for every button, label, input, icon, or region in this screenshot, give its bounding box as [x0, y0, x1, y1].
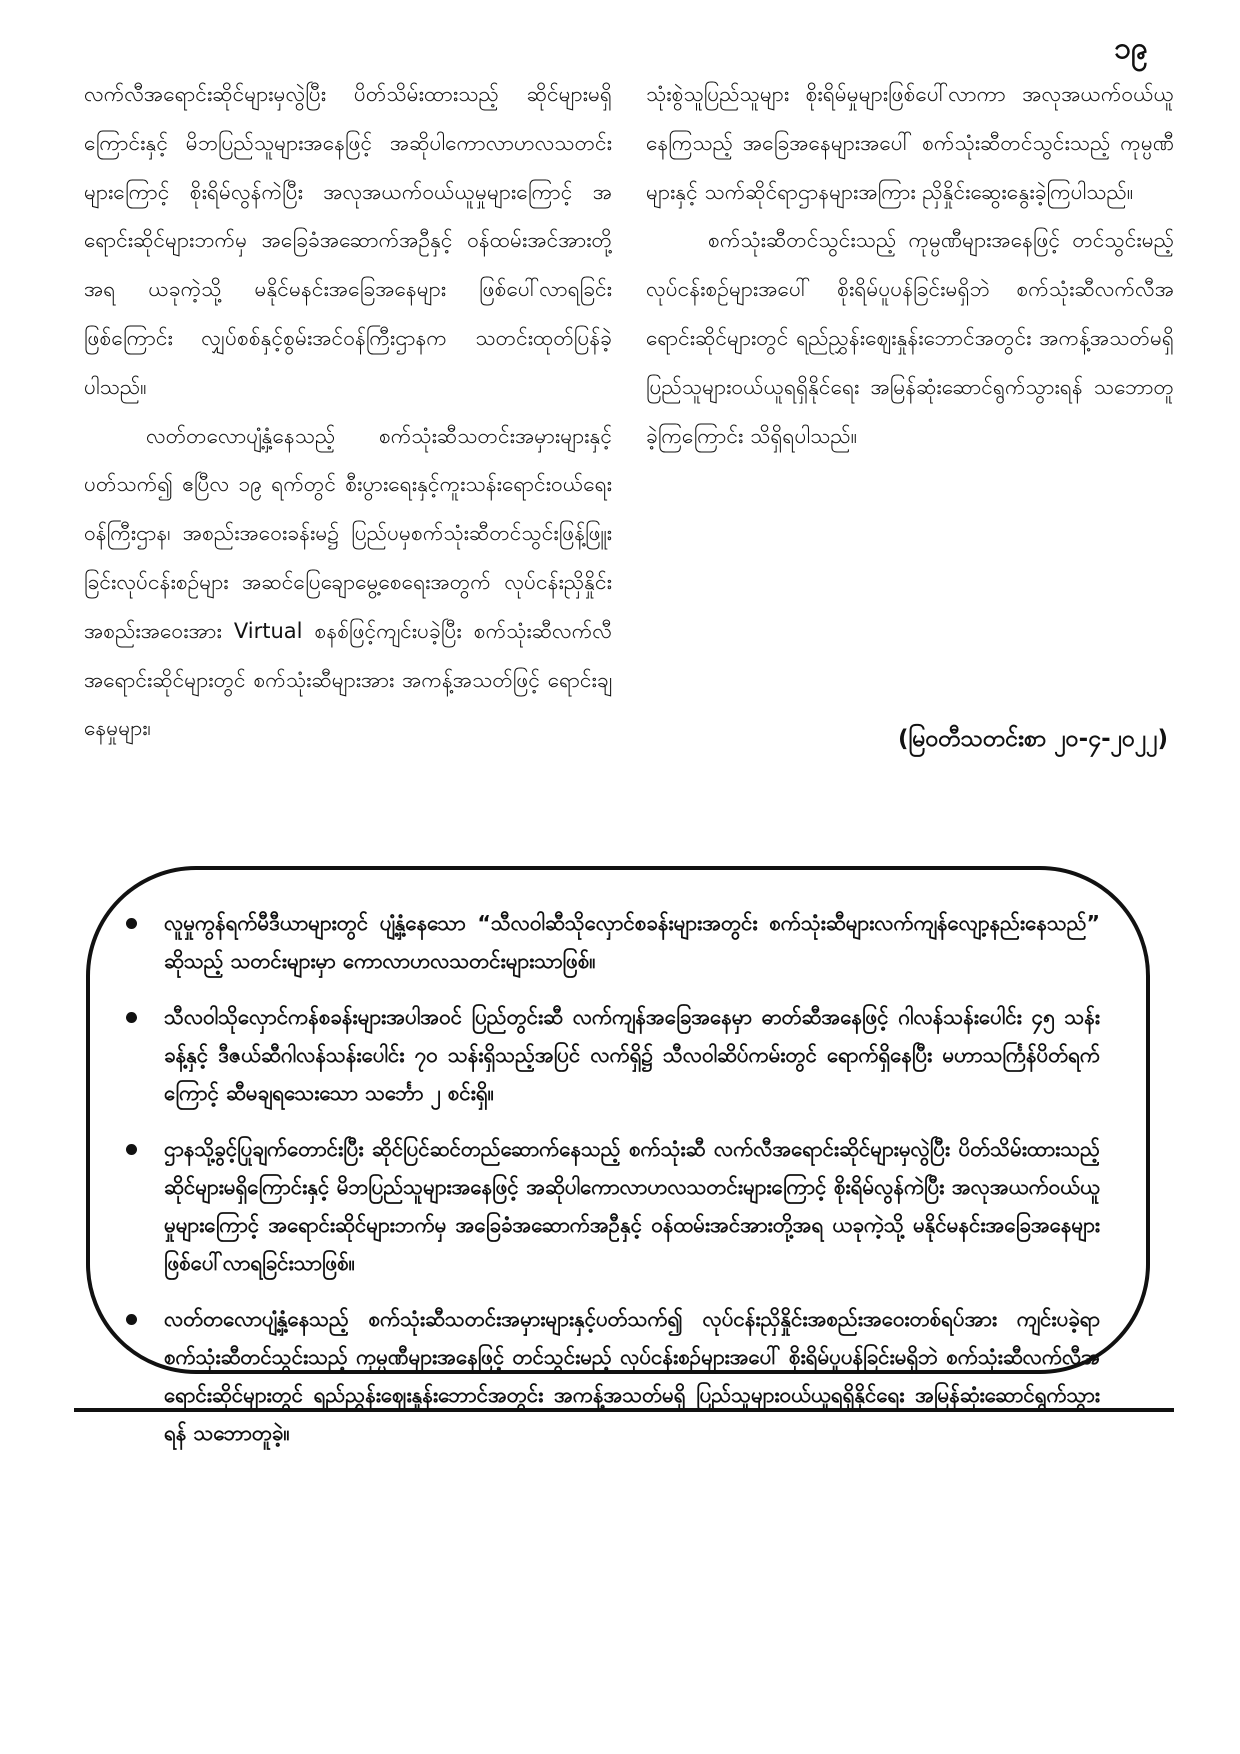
bullet-icon	[126, 918, 137, 929]
summary-box	[86, 866, 1150, 1445]
summary-item	[126, 904, 1100, 980]
right-paragraph-2: စက်သုံးဆီတင်သွင်းသည့် ကုမ္ပဏီများအနေဖြင့် တင်သွင်းမည့် လုပ်ငန်းစဉ်များအပေါ် စိုးရိမ်ပူပန်ခြင်းမရှိဘဲ စက်သုံးဆီလက်လီအရောင်းဆိုင်များတွင် ရည်ညွှန်းဈေးနှုန်းဘောင်အတွင်း အကန့်အသတ်မရှိ ပြည်သူများဝယ်ယူရရှိနိုင်ရေး အမြန်ဆုံးဆောင်ရွက်သွားရန် သဘောတူခဲ့ကြကြောင်း သိရှိရပါသည်။	[646, 228, 1174, 448]
summary-text: သီလဝါသိုလှောင်ကန်စခန်းများအပါအဝင် ပြည်တွင်းဆီ လက်ကျန်အခြေအနေမှာ ဓာတ်ဆီအနေဖြင့် ဂါလန်သန်းပေါင်း ၄၅ သန်းခန့်နှင့် ဒီဇယ်ဆီဂါလန်သန်းပေါင်း ၇၀ သန်းရှိသည့်အပြင် လက်ရှိ၌ သီလဝါဆိပ်ကမ်းတွင် ရောက်ရှိနေပြီး မဟာသင်္ကြန်ပိတ်ရက်ကြောင့် ဆီမချရသေးသော သင်္ဘော ၂ စင်းရှိ။	[164, 1005, 1100, 1105]
article-columns	[84, 70, 1174, 790]
source-citation: (မြဝတီသတင်းစာ ၂၀-၄-၂၀၂၂)	[897, 726, 1168, 752]
summary-item	[126, 1300, 1100, 1452]
summary-text: လတ်တလောပျံ့နှံ့နေသည့် စက်သုံးဆီသတင်းအမှားများနှင့်ပတ်သက်၍ လုပ်ငန်းညှိနှိုင်းအစည်းအဝေးတစ်ရပ်အား ကျင်းပခဲ့ရာ စက်သုံးဆီတင်သွင်းသည့် ကုမ္ပဏီများအနေဖြင့် တင်သွင်းမည့် လုပ်ငန်းစဉ်များအပေါ် စိုးရိမ်ပူပန်ခြင်းမရှိဘဲ စက်သုံးဆီလက်လီအရောင်းဆိုင်များတွင် ရည်ညွှန်းဈေးနှုန်းဘောင်အတွင်း အကန့်အသတ်မရှိ ပြည်သူများဝယ်ယူရရှိနိုင်ရေး အမြန်ဆုံးဆောင်ရွက်သွားရန် သဘောတူခဲ့။	[164, 1307, 1100, 1445]
right-column	[646, 70, 1174, 790]
bottom-divider	[74, 1408, 1174, 1412]
bullet-icon	[126, 1144, 137, 1155]
bullet-icon	[126, 1012, 137, 1023]
page-number: ၁၉	[1114, 31, 1148, 66]
right-paragraph-1: သုံးစွဲသူပြည်သူများ စိုးရိမ်မှုများဖြစ်ပေါ်လာကာ အလုအယက်ဝယ်ယူနေကြသည့် အခြေအနေများအပေါ် စက်သုံးဆီတင်သွင်းသည့် ကုမ္ပဏီများနှင့် သက်ဆိုင်ရာဌာနများအကြား ညှိနှိုင်းဆွေးနွေးခဲ့ကြပါသည်။	[646, 82, 1174, 204]
bullet-icon	[126, 1314, 137, 1325]
summary-item	[126, 998, 1100, 1112]
left-column	[84, 70, 612, 790]
summary-item	[126, 1130, 1100, 1282]
summary-text: ဌာနသို့ခွင့်ပြုချက်တောင်းပြီး ဆိုင်ပြင်ဆင်တည်ဆောက်နေသည့် စက်သုံးဆီ လက်လီအရောင်းဆိုင်များမှလွဲပြီး ပိတ်သိမ်းထားသည့် ဆိုင်များမရှိကြောင်းနှင့် မိဘပြည်သူများအနေဖြင့် အဆိုပါကောလာဟလသတင်းများကြောင့် စိုးရိမ်လွန်ကဲပြီး အလုအယက်ဝယ်ယူမှုများကြောင့် အရောင်းဆိုင်များဘက်မှ အခြေခံအဆောက်အဦနှင့် ဝန်ထမ်းအင်အားတို့အရ ယခုကဲ့သို့ မနိုင်မနင်းအခြေအနေများ ဖြစ်ပေါ်လာရခြင်းသာဖြစ်။	[164, 1137, 1100, 1275]
left-paragraph-1: လက်လီအရောင်းဆိုင်များမှလွဲပြီး ပိတ်သိမ်းထားသည့် ဆိုင်များမရှိကြောင်းနှင့် မိဘပြည်သူများအနေဖြင့် အဆိုပါကောလာဟလသတင်းများကြောင့် စိုးရိမ်လွန်ကဲပြီး အလုအယက်ဝယ်ယူမှုများကြောင့် အရောင်းဆိုင်များဘက်မှ အခြေခံအဆောက်အဦနှင့် ဝန်ထမ်းအင်အားတို့အရ ယခုကဲ့သို့ မနိုင်မနင်းအခြေအနေများ ဖြစ်ပေါ်လာရခြင်းဖြစ်ကြောင်း လျှပ်စစ်နှင့်စွမ်းအင်ဝန်ကြီးဌာနက သတင်းထုတ်ပြန်ခဲ့ပါသည်။	[84, 82, 612, 399]
summary-text: လူမှုကွန်ရက်မီဒီယာများတွင် ပျံ့နှံ့နေသော “သီလဝါဆီသိုလှောင်စခန်းများအတွင်း စက်သုံးဆီများလက်ကျန်လျော့နည်းနေသည်” ဆိုသည့် သတင်းများမှာ ကောလာဟလသတင်းများသာဖြစ်။	[164, 911, 1100, 973]
summary-list	[126, 904, 1100, 1452]
left-paragraph-2: လတ်တလောပျံ့နှံ့နေသည့် စက်သုံးဆီသတင်းအမှားများနှင့်ပတ်သက်၍ ဧပြီလ ၁၉ ရက်တွင် စီးပွားရေးနှင့်ကူးသန်းရောင်းဝယ်ရေးဝန်ကြီးဌာန၊ အစည်းအဝေးခန်းမ၌ ပြည်ပမှစက်သုံးဆီတင်သွင်းဖြန့်ဖြူးခြင်းလုပ်ငန်းစဉ်များ အဆင်ပြေချောမွေ့စေရေးအတွက် လုပ်ငန်းညှိနှိုင်းအစည်းအဝေးအား Virtual စနစ်ဖြင့်ကျင်းပခဲ့ပြီး စက်သုံးဆီလက်လီအရောင်းဆိုင်များတွင် စက်သုံးဆီများအား အကန့်အသတ်ဖြင့် ရောင်းချနေမှုများ၊	[84, 423, 612, 741]
